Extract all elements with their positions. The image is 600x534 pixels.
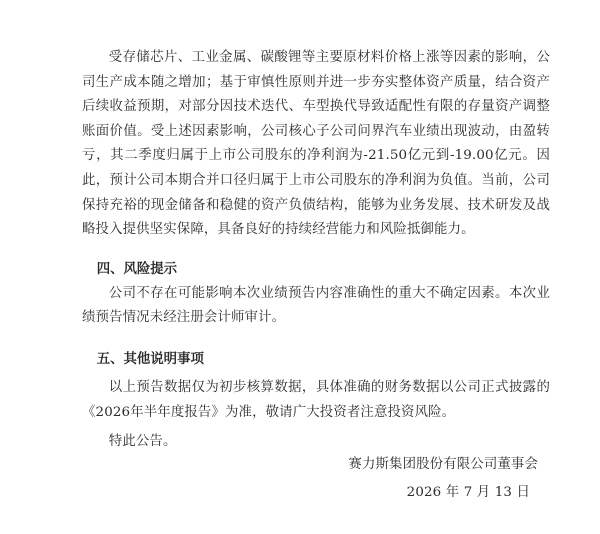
intro-paragraph: 受存储芯片、工业金属、碳酸锂等主要原材料价格上涨等因素的影响，公司生产成本随之增加；基于审慎性原则并进一步夯实整体资产质量，结合资产后续收益预期，对部分因技术迭代、车型换代导致适配性有限的存量资产调整账面价值。受上述因素影响，公司核心子公司问界汽车业绩出现波动，由盈转亏，其二季度归属于上市公司股东的净利润为-21.50亿元到-19.00亿元。因此，预计公司本期合并口径归属于上市公司股东的净利润为负值。当前，公司保持充裕的现金储备和稳健的资产负债结构，能够为业务发展、技术研发及战略投入提供坚实保障，具备良好的持续经营能力和风险抵御能力。 [82, 50, 550, 238]
risk-section-heading: 四、风险提示 [96, 260, 178, 277]
closing-statement: 特此公告。 [108, 434, 177, 450]
other-section-body: 以上预告数据仅为初步核算数据，具体准确的财务数据以公司正式披露的《2026年半年度报告》为准，敬请广大投资者注意投资风险。 [82, 379, 550, 420]
risk-section-body: 公司不存在可能影响本次业绩预告内容准确性的重大不确定因素。本次业绩预告情况未经注册会计师审计。 [82, 285, 550, 326]
signature-date: 2026 年 7 月 13 日 [406, 485, 530, 500]
signature-company: 赛力斯集团股份有限公司董事会 [348, 457, 538, 472]
other-section-heading: 五、其他说明事项 [96, 350, 204, 367]
